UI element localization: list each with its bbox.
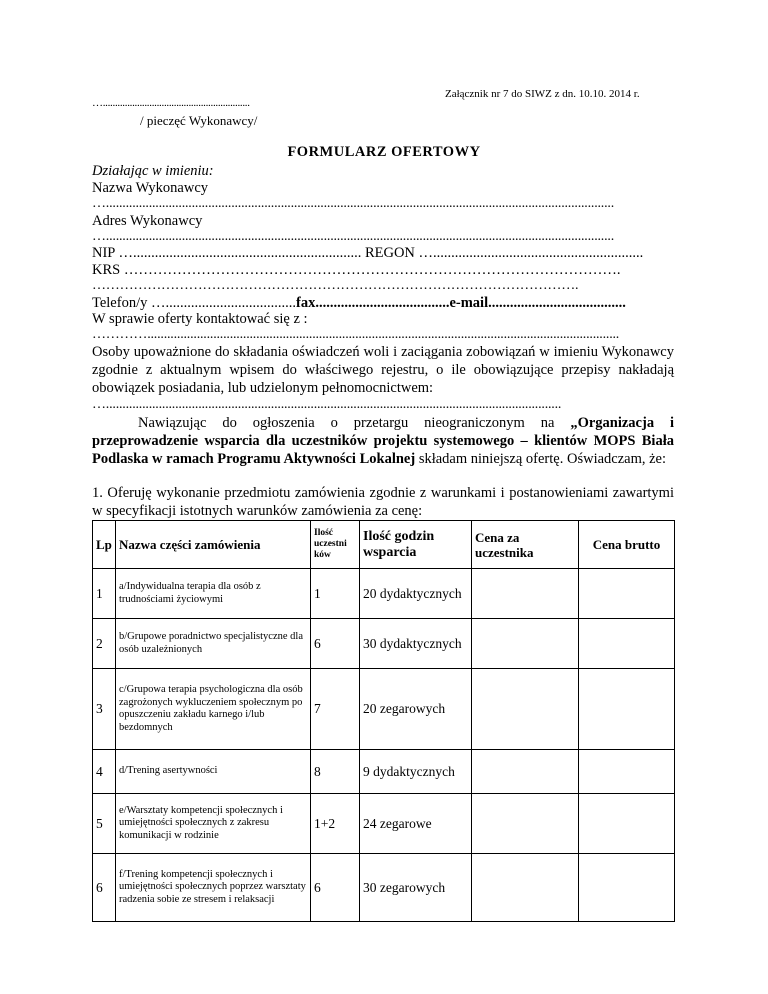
col-name-header: Nazwa części zamówienia bbox=[116, 521, 311, 569]
address-field[interactable]: ….......................................................................................................................................................... bbox=[92, 229, 615, 244]
contact-person-field[interactable]: …………............................................................................................................................................... bbox=[92, 327, 620, 342]
row-name: a/Indywidualna terapia dla osób z trudnościami życiowymi bbox=[116, 569, 311, 619]
email-field[interactable]: e-mail...................................... bbox=[449, 295, 626, 311]
col-price-per-header: Cena za uczestnika bbox=[472, 521, 579, 569]
table-row bbox=[93, 669, 675, 750]
stamp-dotted-line: …............................................................ bbox=[92, 97, 250, 109]
intro-text-a: Nawiązując do ogłoszenia o przetargu nieograniczonym na bbox=[138, 415, 571, 431]
row-name: d/Trening asertywności bbox=[116, 750, 311, 794]
table-row bbox=[93, 750, 675, 794]
row-price-per-input[interactable] bbox=[472, 750, 579, 794]
row-name: f/Trening kompetencji społecznych i umiejętności społecznych poprzez warsztaty radzenia sobie ze stresem i relaksacji bbox=[116, 854, 311, 922]
col-participants-header: Ilość uczestni ków bbox=[311, 521, 360, 569]
row-gross-input[interactable] bbox=[579, 619, 675, 669]
table-header-row bbox=[93, 521, 675, 569]
phone-field[interactable]: Telefon/y ….................................... bbox=[92, 295, 296, 311]
row-hours: 24 zegarowe bbox=[360, 794, 472, 854]
row-price-per-input[interactable] bbox=[472, 854, 579, 922]
fax-field[interactable]: fax..................................... bbox=[295, 295, 450, 311]
col-hours-header: Ilość godzin wsparcia bbox=[360, 521, 472, 569]
row-lp: 3 bbox=[93, 669, 116, 750]
table-row bbox=[93, 854, 675, 922]
row-lp: 6 bbox=[93, 854, 116, 922]
krs-label: KRS bbox=[92, 262, 121, 278]
row-participants: 8 bbox=[311, 750, 360, 794]
table-row bbox=[93, 794, 675, 854]
row-participants: 6 bbox=[311, 854, 360, 922]
row-lp: 5 bbox=[93, 794, 116, 854]
page-title: FORMULARZ OFERTOWY bbox=[287, 144, 481, 160]
contact-line bbox=[92, 295, 626, 312]
authorized-persons-field[interactable]: ….......................................................................................................................................... bbox=[92, 397, 562, 412]
offer-table bbox=[92, 520, 675, 922]
contractor-name-label: Nazwa Wykonawcy bbox=[92, 180, 209, 196]
row-price-per-input[interactable] bbox=[472, 619, 579, 669]
table-row bbox=[93, 569, 675, 619]
row-participants: 7 bbox=[311, 669, 360, 750]
row-gross-input[interactable] bbox=[579, 569, 675, 619]
row-name: c/Grupowa terapia psychologiczna dla osób zagrożonych wykluczeniem społecznym po opuszczeniu zakładu karnego i/lub bezdomnych bbox=[116, 669, 311, 750]
col-lp-header: Lp bbox=[93, 521, 116, 569]
contact-person-label: W sprawie oferty kontaktować się z : bbox=[92, 311, 308, 327]
row-hours: 9 dydaktycznych bbox=[360, 750, 472, 794]
row-lp: 2 bbox=[93, 619, 116, 669]
row-price-per-input[interactable] bbox=[472, 669, 579, 750]
regon-field[interactable]: REGON ….......................................................... bbox=[364, 245, 644, 261]
table-row bbox=[93, 619, 675, 669]
row-name: e/Warsztaty kompetencji społecznych i umiejętności społecznych z zakresu komunikacji w rodzinie bbox=[116, 794, 311, 854]
intro-paragraph bbox=[92, 414, 674, 468]
row-lp: 1 bbox=[93, 569, 116, 619]
intro-text-b: składam niniejszą ofertę. Oświadczam, że: bbox=[415, 451, 667, 467]
row-price-per-input[interactable] bbox=[472, 569, 579, 619]
row-gross-input[interactable] bbox=[579, 669, 675, 750]
row-gross-input[interactable] bbox=[579, 854, 675, 922]
acting-label: Działając w imieniu: bbox=[92, 163, 214, 179]
krs-line bbox=[92, 262, 620, 279]
row-hours: 30 zegarowych bbox=[360, 854, 472, 922]
stamp-label: / pieczęć Wykonawcy/ bbox=[140, 113, 258, 128]
col-gross-header: Cena brutto bbox=[579, 521, 675, 569]
contractor-name-field[interactable]: ….......................................................................................................................................................... bbox=[92, 196, 615, 211]
row-hours: 20 zegarowych bbox=[360, 669, 472, 750]
row-participants: 6 bbox=[311, 619, 360, 669]
krs-field[interactable]: …………………………………………………………………………………………. bbox=[123, 262, 621, 278]
section-1-text: 1. Oferuję wykonanie przedmiotu zamówienia zgodnie z warunkami i postanowieniami zawartymi w specyfikacji istotnych warunków zamówienia za cenę: bbox=[92, 485, 674, 519]
row-price-per-input[interactable] bbox=[472, 794, 579, 854]
address-label: Adres Wykonawcy bbox=[92, 213, 203, 229]
intro-project-title: „Organizacja i przeprowadzenie wsparcia dla uczestników projektu systemowego – klientów MOPS Biała Podlaska w ramach Programu Aktywności Lokalnej bbox=[92, 415, 674, 467]
row-name: b/Grupowe poradnictwo specjalistyczne dla osób uzależnionych bbox=[116, 619, 311, 669]
attachment-note: Załącznik nr 7 do SIWZ z dn. 10.10. 2014 r. bbox=[445, 88, 640, 100]
row-hours: 30 dydaktycznych bbox=[360, 619, 472, 669]
nip-field[interactable]: NIP …............................................................... bbox=[92, 245, 362, 261]
row-lp: 4 bbox=[93, 750, 116, 794]
krs-field-continued[interactable]: ……………………………………………………………………………………………. bbox=[92, 278, 579, 293]
authorized-persons-text: Osoby upoważnione do składania oświadczeń woli i zaciągania zobowiązań w imieniu Wykonawcy zgodnie z aktualnym wpisem do właściwego rejestru, o ile obowiązujące przepisy nakładają obowiązek posiadania, lub udzielonym pełnomocnictwem: bbox=[92, 344, 674, 396]
row-participants: 1+2 bbox=[311, 794, 360, 854]
row-gross-input[interactable] bbox=[579, 794, 675, 854]
row-participants: 1 bbox=[311, 569, 360, 619]
row-gross-input[interactable] bbox=[579, 750, 675, 794]
row-hours: 20 dydaktycznych bbox=[360, 569, 472, 619]
nip-regon-line bbox=[92, 245, 643, 262]
